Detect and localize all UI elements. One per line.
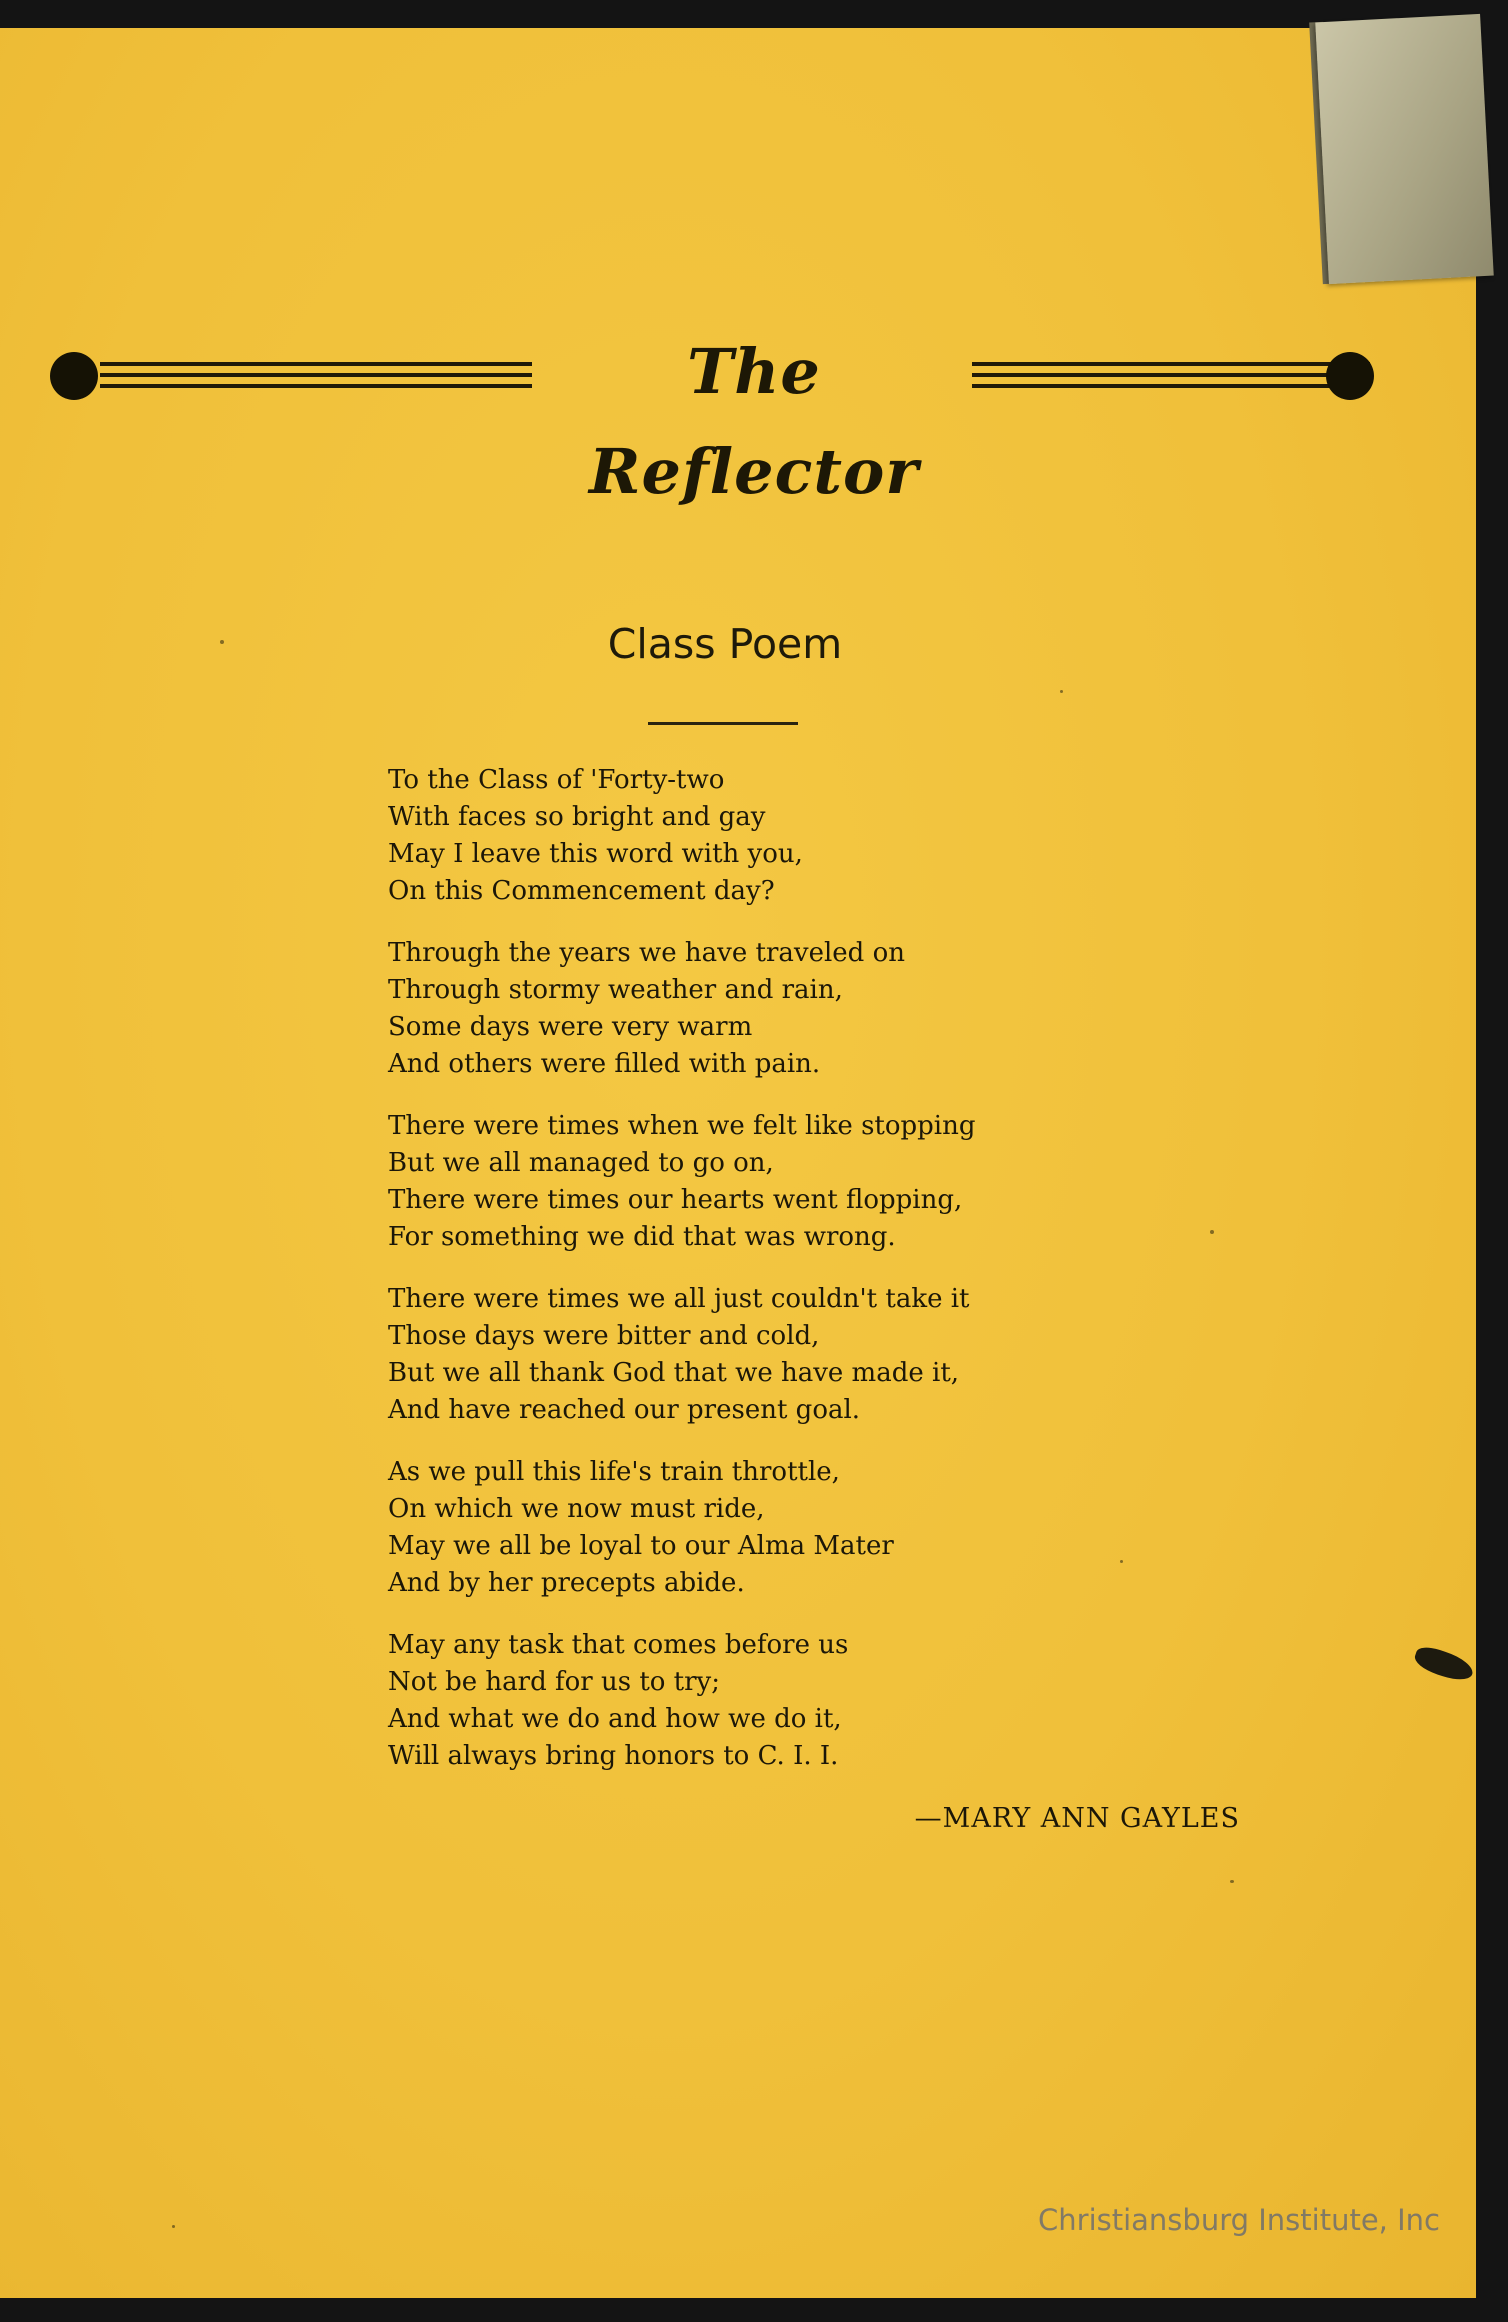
poem-line: On this Commencement day? [388, 876, 775, 906]
poem-line: Some days were very warm [388, 1012, 753, 1042]
masthead [44, 332, 1384, 508]
poem-line: Not be hard for us to try; [388, 1667, 721, 1697]
print-speck [1230, 1880, 1234, 1883]
stanza [388, 1454, 1208, 1602]
left-dot-ornament [50, 352, 98, 400]
poem-line: Through stormy weather and rain, [388, 975, 843, 1005]
poem-line: May I leave this word with you, [388, 839, 803, 869]
print-speck [1120, 1560, 1123, 1563]
poem-line: May we all be loyal to our Alma Mater [388, 1531, 894, 1561]
stanza [388, 1108, 1208, 1256]
poem-line: But we all thank God that we have made it, [388, 1358, 960, 1388]
poem-line: To the Class of 'Forty-two [388, 765, 725, 795]
stanza [388, 762, 1208, 910]
print-speck [172, 2225, 175, 2228]
poem-line: And what we do and how we do it, [388, 1704, 842, 1734]
poem-line: Through the years we have traveled on [388, 938, 905, 968]
right-rule-ornament [972, 362, 1370, 392]
poem-body [388, 762, 1208, 1800]
right-dot-ornament [1326, 352, 1374, 400]
stanza [388, 1627, 1208, 1775]
poem-line: There were times when we felt like stopping [388, 1111, 976, 1141]
stanza [388, 1281, 1208, 1429]
poem-line: There were times we all just couldn't take it [388, 1284, 970, 1314]
binder-tab [1315, 14, 1493, 284]
print-speck [1060, 690, 1063, 693]
poem-line: May any task that comes before us [388, 1630, 849, 1660]
poem-line: And have reached our present goal. [388, 1395, 861, 1425]
poem-line: And by her precepts abide. [388, 1568, 745, 1598]
masthead-title: The Reflector [588, 335, 920, 508]
poem-line: For something we did that was wrong. [388, 1222, 896, 1252]
print-speck [1210, 1230, 1214, 1234]
print-speck [220, 640, 224, 644]
poem-heading: Class Poem [607, 620, 843, 668]
poem-line: With faces so bright and gay [388, 802, 766, 832]
stanza [388, 935, 1208, 1083]
heading-divider [648, 722, 798, 725]
poem-author: —MARY ANN GAYLES [914, 1803, 1240, 1834]
poem-line: And others were filled with pain. [388, 1049, 821, 1079]
poem-line: There were times our hearts went flopping, [388, 1185, 963, 1215]
poem-line: Will always bring honors to C. I. I. [388, 1741, 839, 1771]
poem-line: On which we now must ride, [388, 1494, 765, 1524]
poem-line: Those days were bitter and cold, [388, 1321, 820, 1351]
watermark: Christiansburg Institute, Inc [1038, 2203, 1440, 2237]
poem-line: As we pull this life's train throttle, [388, 1457, 840, 1487]
poem-line: But we all managed to go on, [388, 1148, 774, 1178]
left-rule-ornament [100, 362, 532, 392]
